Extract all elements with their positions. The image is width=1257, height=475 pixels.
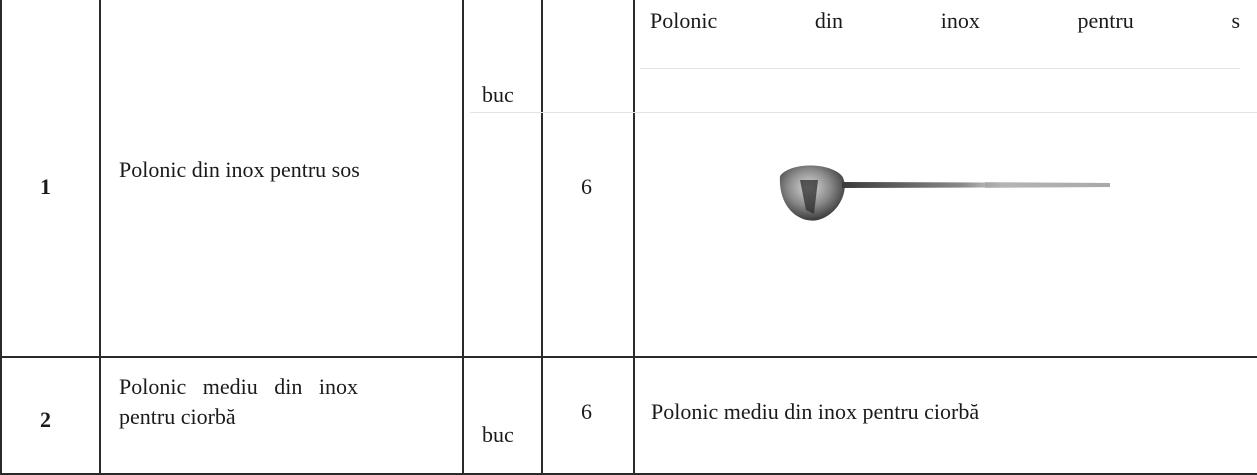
column-divider [633, 0, 635, 475]
scan-artifact [640, 68, 1240, 69]
column-divider [541, 0, 543, 475]
column-divider [462, 0, 464, 475]
unit-of-measure: buc [482, 82, 514, 107]
product-name-line: pentru ciorbă [119, 404, 236, 429]
product-description [650, 6, 1240, 36]
ladle-image [770, 158, 1130, 228]
description-word: pentru [1077, 8, 1134, 33]
quantity: 6 [581, 399, 592, 424]
product-name-line: Polonic mediu din inox [119, 374, 358, 399]
row-number: 1 [40, 174, 51, 199]
table-border-bottom [0, 473, 1257, 475]
quantity: 6 [581, 174, 592, 199]
description-word: s [1231, 8, 1240, 33]
table-border-left [0, 0, 2, 475]
description-word: Polonic [650, 8, 718, 33]
product-name: Polonic din inox pentru sos [119, 157, 360, 182]
row-number: 2 [40, 407, 51, 432]
row-divider [0, 356, 1257, 358]
description-word: inox [940, 8, 980, 33]
product-description: Polonic mediu din inox pentru ciorbă [651, 399, 980, 424]
description-word: din [814, 8, 844, 33]
unit-of-measure: buc [482, 422, 514, 447]
column-divider [99, 0, 101, 475]
scan-artifact [470, 112, 1257, 113]
